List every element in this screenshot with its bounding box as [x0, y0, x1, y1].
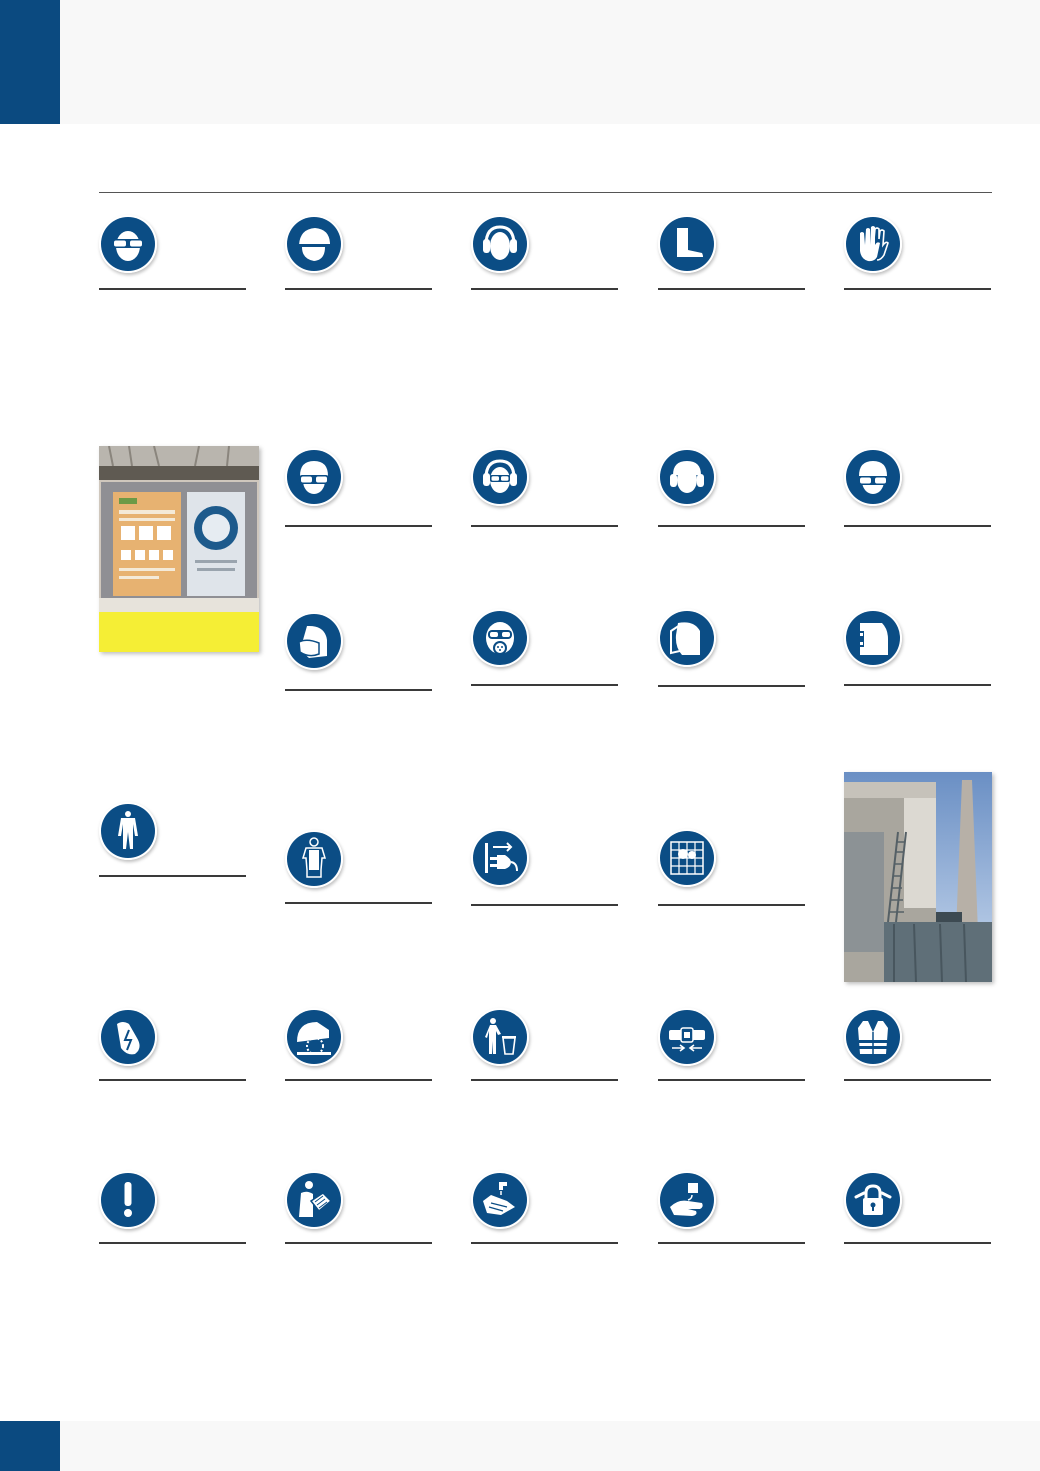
protective-apron-icon [285, 830, 343, 888]
eye-protection-icon [99, 215, 157, 273]
welding-mask-icon [844, 609, 902, 667]
protective-clothing-icon [99, 802, 157, 860]
sign-underline [844, 1242, 991, 1244]
safety-guard-icon [658, 829, 716, 887]
sign-underline [844, 684, 991, 686]
sign-underline [285, 689, 432, 691]
sign-underline [658, 1079, 805, 1081]
sign-underline [471, 525, 618, 527]
antistatic-footwear-icon [99, 1008, 157, 1066]
ear-eye-protection-icon [471, 448, 529, 506]
ear-protection-icon [471, 215, 529, 273]
head-eye-protection-2-icon [844, 448, 902, 506]
section-divider [99, 192, 992, 193]
general-mandatory-icon [99, 1171, 157, 1229]
sign-underline [285, 288, 432, 290]
disconnect-plug-icon [471, 829, 529, 887]
sign-underline [285, 525, 432, 527]
sign-underline [658, 1242, 805, 1244]
sign-underline [285, 1079, 432, 1081]
sign-underline [658, 525, 805, 527]
sign-underline [285, 1242, 432, 1244]
head-ear-protection-icon [658, 448, 716, 506]
sign-underline [99, 1242, 246, 1244]
use-bin-icon [471, 1008, 529, 1066]
sign-underline [658, 288, 805, 290]
sign-underline [285, 902, 432, 904]
sign-underline [471, 684, 618, 686]
sign-underline [99, 1079, 246, 1081]
footer-band [0, 1421, 1040, 1471]
poster-photo-image [99, 446, 259, 652]
hand-protection-icon [844, 215, 902, 273]
face-shield-icon [658, 609, 716, 667]
read-manual-icon [285, 1171, 343, 1229]
sign-underline [471, 288, 618, 290]
sign-underline [844, 1079, 991, 1081]
high-visibility-vest-icon [844, 1008, 902, 1066]
respirator-icon [471, 609, 529, 667]
sign-underline [99, 875, 246, 877]
foot-protection-icon [658, 215, 716, 273]
header-band [0, 0, 1040, 124]
safety-belt-icon [658, 1008, 716, 1066]
sign-underline [844, 288, 991, 290]
sign-underline [99, 288, 246, 290]
brand-tab-bottom [0, 1421, 60, 1471]
wash-hands-icon [471, 1171, 529, 1229]
industrial-building-photo [844, 772, 992, 982]
sign-underline [844, 525, 991, 527]
brand-tab-top [0, 0, 60, 124]
sign-underline [471, 1079, 618, 1081]
head-protection-icon [285, 215, 343, 273]
industrial-building-image [844, 772, 992, 982]
saw-guard-icon [285, 1008, 343, 1066]
poster-photo [99, 446, 259, 652]
sign-underline [471, 1242, 618, 1244]
sign-underline [471, 904, 618, 906]
lock-out-icon [844, 1171, 902, 1229]
face-mask-icon [285, 612, 343, 670]
head-eye-protection-icon [285, 448, 343, 506]
sign-underline [658, 685, 805, 687]
sign-underline [658, 904, 805, 906]
hand-cream-icon [658, 1171, 716, 1229]
